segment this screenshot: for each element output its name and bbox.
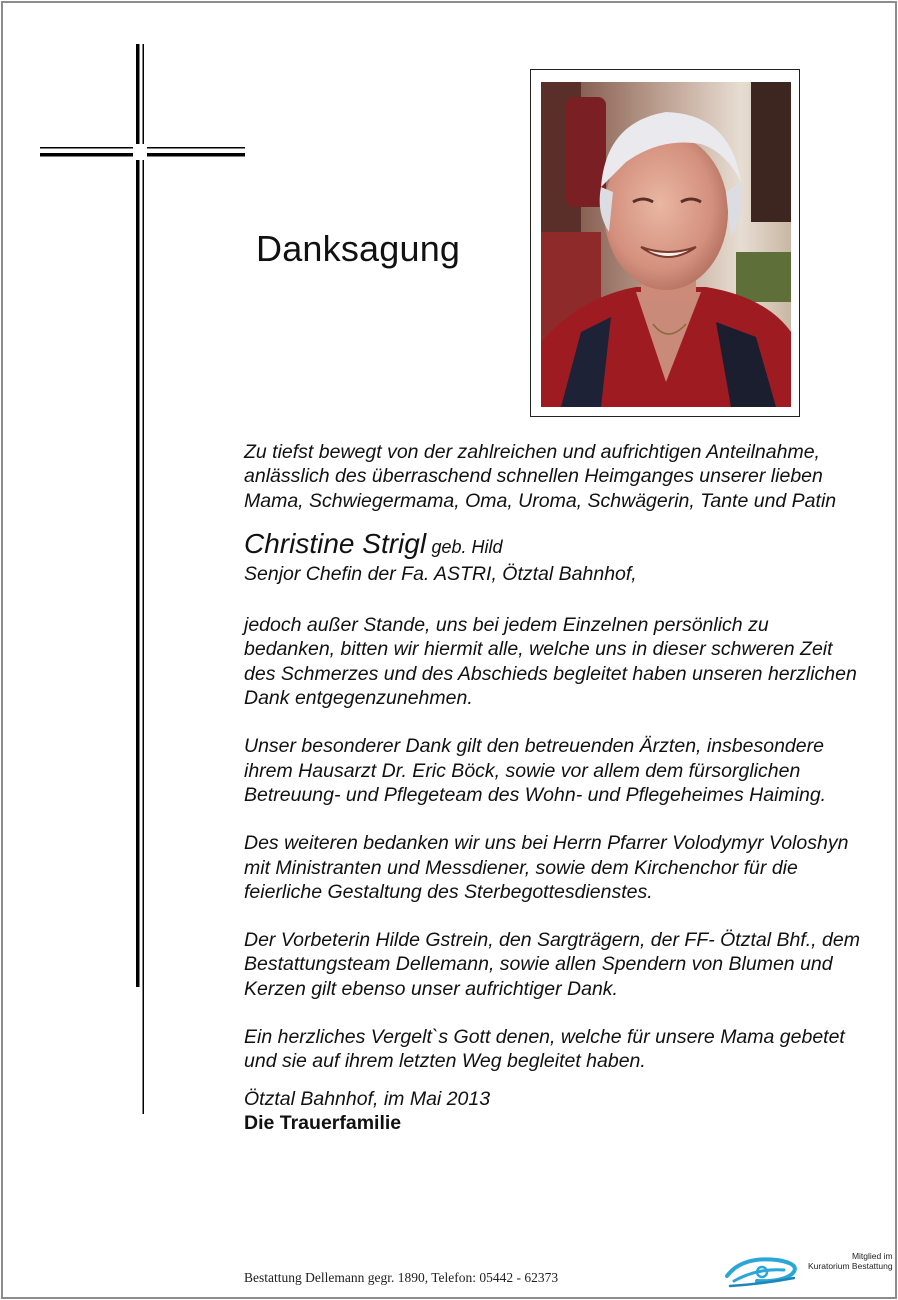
cross-icon [40,44,245,1114]
thanks-paragraph: jedoch außer Stande, uns bei jedem Einzelnen persönlich zu bedanken, bitten wir hiermit alle, welche uns in dieser schweren Zeit des Schmerzes und des Abschieds begleitet haben unseren herzlichen Dank entgegenzunehmen. [244,614,857,710]
logo-caption-line: Mitglied im [851,1251,893,1261]
thanks-paragraph: Der Vorbeterin Hilde Gstrein, den Sargträgern, der FF- Ötztal Bhf., dem Bestattungsteam Dellemann, sowie allen Spendern von Blumen und Kerzen gilt ebenso unser aufrichtiger Dank. [244,929,860,1000]
logo-caption-line: Kuratorium Bestattung [808,1261,893,1271]
deceased-role: Senjor Chefin der Fa. ASTRI, Ötztal Bahnhof, [244,562,637,585]
portrait-frame [530,69,800,417]
message-body [244,440,864,1135]
page-title: Danksagung [256,228,461,269]
place-date: Ötztal Bahnhof, im Mai 2013 [244,1087,491,1110]
portrait-photo [541,82,791,407]
footer-contact: Bestattung Dellemann gegr. 1890, Telefon: 05442 - 62373 [244,1270,559,1285]
thanks-paragraph: Des weiteren bedanken wir uns bei Herrn Pfarrer Volodymyr Voloshyn mit Ministranten und Messdiener, sowie dem Kirchenchor für die feierliche Gestaltung des Sterbegottesdienstes. [244,832,849,903]
intro-paragraph: Zu tiefst bewegt von der zahlreichen und aufrichtigen Anteilnahme, anlässlich des überraschend schnellen Heimganges unserer lieben Mama, Schwiegermama, Oma, Uroma, Schwägerin, Tante und Patin [244,441,837,512]
maiden-name: geb. Hild [431,536,503,557]
deceased-name-line [244,529,864,562]
thanks-paragraph: Unser besonderer Dank gilt den betreuenden Ärzten, insbesondere ihrem Hausarzt Dr. Eric Böck, sowie vor allem dem fürsorglichen Betreuung- und Pflegeteam des Wohn- und Pflegeheimes Haiming. [244,735,827,806]
deceased-name: Christine Strigl [244,527,427,559]
thanks-paragraph: Ein herzliches Vergelt`s Gott denen, welche für unsere Mama gebetet und sie auf ihrem letzten Weg begleitet haben. [244,1026,845,1073]
logo-caption [808,1251,893,1271]
signature: Die Trauerfamilie [244,1111,402,1134]
